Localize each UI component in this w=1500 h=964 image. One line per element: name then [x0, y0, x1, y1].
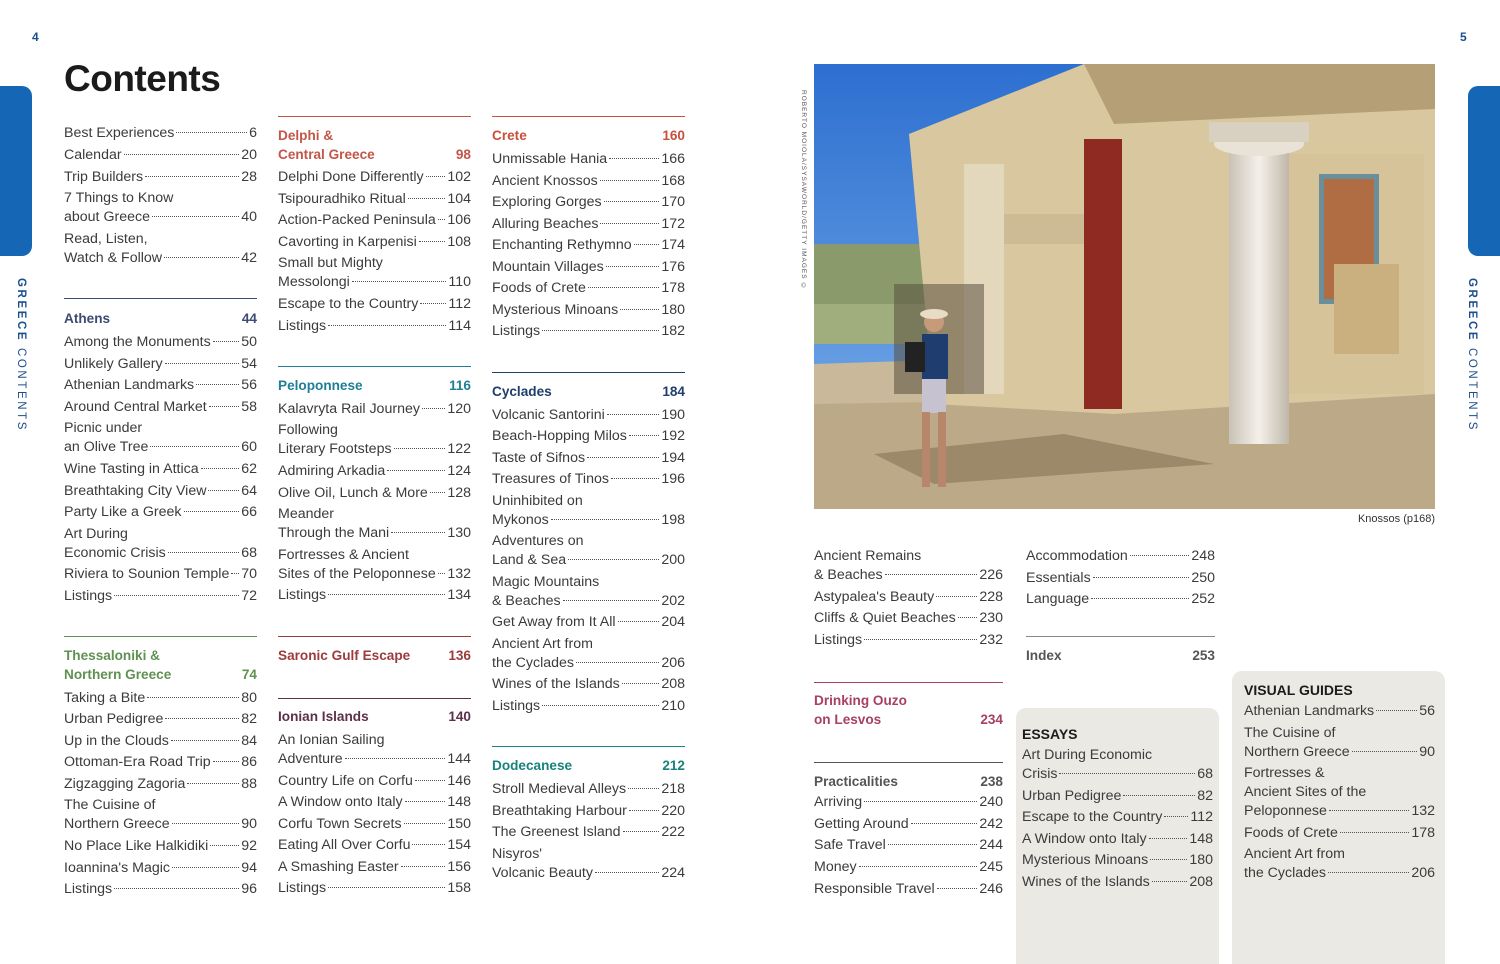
toc-entry[interactable]: Breathtaking City View 64 [64, 483, 257, 499]
toc-entry[interactable]: Olive Oil, Lunch & More 128 [278, 485, 471, 501]
toc-entry[interactable]: Astypalea's Beauty 228 [814, 589, 1003, 605]
toc-entry[interactable]: Ioannina's Magic 94 [64, 860, 257, 876]
toc-section-athens [64, 298, 257, 604]
toc-section-saronic [278, 636, 471, 663]
toc-section-lesvos [814, 682, 1003, 727]
toc-entry[interactable]: Listings 114 [278, 318, 471, 334]
essays-box [1016, 708, 1219, 964]
toc-entry[interactable]: Action-Packed Peninsula 106 [278, 212, 471, 228]
toc-entry[interactable]: Fortresses & Ancient Sites of the Peloponnese 132 [278, 547, 471, 582]
toc-entry[interactable]: The Cuisine of Northern Greece 90 [1244, 725, 1435, 760]
toc-entry[interactable]: Arriving 240 [814, 794, 1003, 810]
toc-section-dodecanese [492, 746, 685, 881]
toc-entry[interactable]: Unmissable Hania 166 [492, 151, 685, 167]
toc-entry[interactable]: Kalavryta Rail Journey 120 [278, 401, 471, 417]
toc-entry[interactable]: Taking a Bite 80 [64, 690, 257, 706]
section-heading[interactable]: Ionian Islands 140 [278, 709, 471, 724]
toc-entry[interactable]: Urban Pedigree 82 [1022, 788, 1213, 804]
toc-entry[interactable]: Treasures of Tinos 196 [492, 471, 685, 487]
toc-entry[interactable]: Exploring Gorges 170 [492, 194, 685, 210]
toc-entry[interactable]: Beach-Hopping Milos 192 [492, 428, 685, 444]
toc-entry[interactable]: Language 252 [1026, 591, 1215, 607]
toc-entry[interactable]: Up in the Clouds 84 [64, 733, 257, 749]
toc-entry[interactable]: Athenian Landmarks 56 [1244, 703, 1435, 719]
chapter-tab-right [1468, 86, 1500, 256]
toc-entry[interactable]: Cliffs & Quiet Beaches 230 [814, 610, 1003, 626]
toc-section-ionian [278, 698, 471, 896]
toc-entry[interactable]: Listings 96 [64, 881, 257, 897]
toc-entry[interactable]: Calendar 20 [64, 147, 257, 163]
toc-entry[interactable]: Fortresses & Ancient Sites of the Peloponnese 132 [1244, 765, 1435, 819]
toc-section-cyclades [492, 372, 685, 714]
toc-entry[interactable]: Cavorting in Karpenisi 108 [278, 234, 471, 250]
toc-entry[interactable]: Party Like a Greek 66 [64, 504, 257, 520]
section-heading[interactable]: Athens 44 [64, 311, 257, 326]
toc-entry[interactable]: An Ionian Sailing Adventure 144 [278, 732, 471, 767]
toc-entry[interactable]: Get Away from It All 204 [492, 614, 685, 630]
section-heading[interactable]: Saronic Gulf Escape 136 [278, 648, 471, 663]
section-heading[interactable]: Crete 160 [492, 128, 685, 143]
toc-entry[interactable]: A Window onto Italy 148 [278, 794, 471, 810]
toc-entry[interactable]: Wines of the Islands 208 [492, 676, 685, 692]
toc-section-delphi [278, 116, 471, 334]
section-heading[interactable]: Index 253 [1026, 648, 1215, 663]
toc-entry[interactable]: Athenian Landmarks 56 [64, 377, 257, 393]
toc-entry[interactable]: Volcanic Santorini 190 [492, 407, 685, 423]
toc-entry[interactable]: Best Experiences 6 [64, 125, 257, 141]
toc-entry[interactable]: A Smashing Easter 156 [278, 859, 471, 875]
section-heading[interactable]: Cyclades 184 [492, 384, 685, 399]
toc-section-index [1026, 636, 1215, 663]
toc-entry[interactable]: Among the Monuments 50 [64, 334, 257, 350]
toc-entry[interactable]: Listings 232 [814, 632, 1003, 648]
toc-entry[interactable]: Admiring Arkadia 124 [278, 463, 471, 479]
toc-entry[interactable]: Ancient Remains & Beaches 226 [814, 548, 1003, 583]
toc-entry[interactable]: Country Life on Corfu 146 [278, 773, 471, 789]
toc-entry[interactable]: Corfu Town Secrets 150 [278, 816, 471, 832]
toc-entry[interactable]: Art During Economic Crisis 68 [64, 526, 257, 561]
toc-section-practicalities [814, 762, 1003, 897]
knossos-photo [814, 64, 1435, 509]
toc-entry[interactable]: Trip Builders 28 [64, 169, 257, 185]
toc-entry[interactable]: 7 Things to Know about Greece 40 [64, 190, 257, 225]
toc-entry[interactable]: Nisyros' Volcanic Beauty 224 [492, 846, 685, 881]
toc-entry[interactable]: Getting Around 242 [814, 816, 1003, 832]
toc-section-peloponnese [278, 366, 471, 603]
toc-entry[interactable]: Accommodation 248 [1026, 548, 1215, 564]
toc-entry[interactable]: Mountain Villages 176 [492, 259, 685, 275]
toc-entry[interactable]: Wine Tasting in Attica 62 [64, 461, 257, 477]
toc-entry[interactable]: Urban Pedigree 82 [64, 711, 257, 727]
section-heading[interactable]: Dodecanese 212 [492, 758, 685, 773]
toc-entry[interactable]: Mysterious Minoans 180 [1022, 852, 1213, 868]
toc-entry[interactable]: Listings 134 [278, 587, 471, 603]
toc-entry[interactable]: Read, Listen, Watch & Follow 42 [64, 231, 257, 266]
toc-entry[interactable]: Eating All Over Corfu 154 [278, 837, 471, 853]
toc-entry[interactable]: Listings 210 [492, 698, 685, 714]
toc-entry[interactable]: Foods of Crete 178 [1244, 825, 1435, 841]
toc-entry[interactable]: Foods of Crete 178 [492, 280, 685, 296]
toc-entry[interactable]: Stroll Medieval Alleys 218 [492, 781, 685, 797]
toc-entry[interactable]: A Window onto Italy 148 [1022, 831, 1213, 847]
toc-entry[interactable]: Ottoman-Era Road Trip 86 [64, 754, 257, 770]
toc-entry[interactable]: Ancient Art from the Cyclades 206 [1244, 846, 1435, 881]
toc-entry[interactable]: Picnic under an Olive Tree 60 [64, 420, 257, 455]
toc-entry[interactable]: Magic Mountains & Beaches 202 [492, 574, 685, 609]
section-heading[interactable]: Delphi & Central Greece 98 [278, 128, 471, 162]
page-title: Contents [64, 58, 221, 99]
toc-entry[interactable]: Essentials 250 [1026, 570, 1215, 586]
toc-entry[interactable]: Money 245 [814, 859, 1003, 875]
toc-entry[interactable]: Around Central Market 58 [64, 399, 257, 415]
toc-entry[interactable]: Responsible Travel 246 [814, 881, 1003, 897]
running-head-right: GREECE CONTENTS [1466, 278, 1478, 433]
toc-entry[interactable]: Zigzagging Zagoria 88 [64, 776, 257, 792]
toc-entry[interactable]: Listings 158 [278, 880, 471, 896]
section-heading[interactable]: Peloponnese 116 [278, 378, 471, 393]
toc-section-crete [492, 116, 685, 339]
toc-entry[interactable]: Listings 182 [492, 323, 685, 339]
toc-entry[interactable]: Taste of Sifnos 194 [492, 450, 685, 466]
chapter-tab-left [0, 86, 32, 256]
toc-entry[interactable]: Uninhibited on Mykonos 198 [492, 493, 685, 528]
photo-credit: ROBERTO MOIOLA/SYSAWORLD/GETTY IMAGES © [800, 90, 807, 291]
toc-section-thessaloniki [64, 636, 257, 897]
toc-entry[interactable]: Small but Mighty Messolongi 110 [278, 255, 471, 290]
section-heading[interactable]: Practicalities 238 [814, 774, 1003, 789]
essays-heading: ESSAYS [1022, 726, 1078, 742]
toc-entry[interactable]: Delphi Done Differently 102 [278, 169, 471, 185]
toc-entry[interactable]: Ancient Knossos 168 [492, 173, 685, 189]
running-head-left: GREECE CONTENTS [15, 278, 27, 433]
toc-entry[interactable]: Mysterious Minoans 180 [492, 302, 685, 318]
visual-guides-box [1232, 671, 1445, 964]
toc-entry[interactable]: The Greenest Island 222 [492, 824, 685, 840]
toc-entry[interactable]: No Place Like Halkidiki 92 [64, 838, 257, 854]
toc-entry[interactable]: Riviera to Sounion Temple 70 [64, 566, 257, 582]
visual-guides-heading: VISUAL GUIDES [1244, 682, 1353, 698]
toc-entry[interactable]: Tsipouradhiko Ritual 104 [278, 191, 471, 207]
photo-caption: Knossos (p168) [1357, 513, 1435, 525]
toc-entry[interactable]: Ancient Art from the Cyclades 206 [492, 636, 685, 671]
toc-entry[interactable]: Adventures on Land & Sea 200 [492, 533, 685, 568]
toc-entry[interactable]: Unlikely Gallery 54 [64, 356, 257, 372]
toc-entry[interactable]: Enchanting Rethymno 174 [492, 237, 685, 253]
page-number-left: 4 [32, 30, 39, 44]
toc-entry[interactable]: Listings 72 [64, 588, 257, 604]
page-number-right: 5 [1460, 30, 1467, 44]
section-heading[interactable]: Drinking Ouzo on Lesvos 234 [814, 693, 1003, 727]
toc-entry[interactable]: Wines of the Islands 208 [1022, 874, 1213, 890]
section-heading[interactable]: Thessaloniki & Northern Greece 74 [64, 648, 257, 682]
toc-entry[interactable]: Escape to the Country 112 [1022, 809, 1213, 825]
toc-entry[interactable]: Safe Travel 244 [814, 837, 1003, 853]
toc-entry[interactable]: Escape to the Country 112 [278, 296, 471, 312]
toc-entry[interactable]: Art During Economic Crisis 68 [1022, 747, 1213, 782]
toc-entry[interactable]: Following Literary Footsteps 122 [278, 422, 471, 457]
toc-entry[interactable]: The Cuisine of Northern Greece 90 [64, 797, 257, 832]
toc-entry[interactable]: Breathtaking Harbour 220 [492, 803, 685, 819]
toc-entry[interactable]: Meander Through the Mani 130 [278, 506, 471, 541]
toc-entry[interactable]: Alluring Beaches 172 [492, 216, 685, 232]
